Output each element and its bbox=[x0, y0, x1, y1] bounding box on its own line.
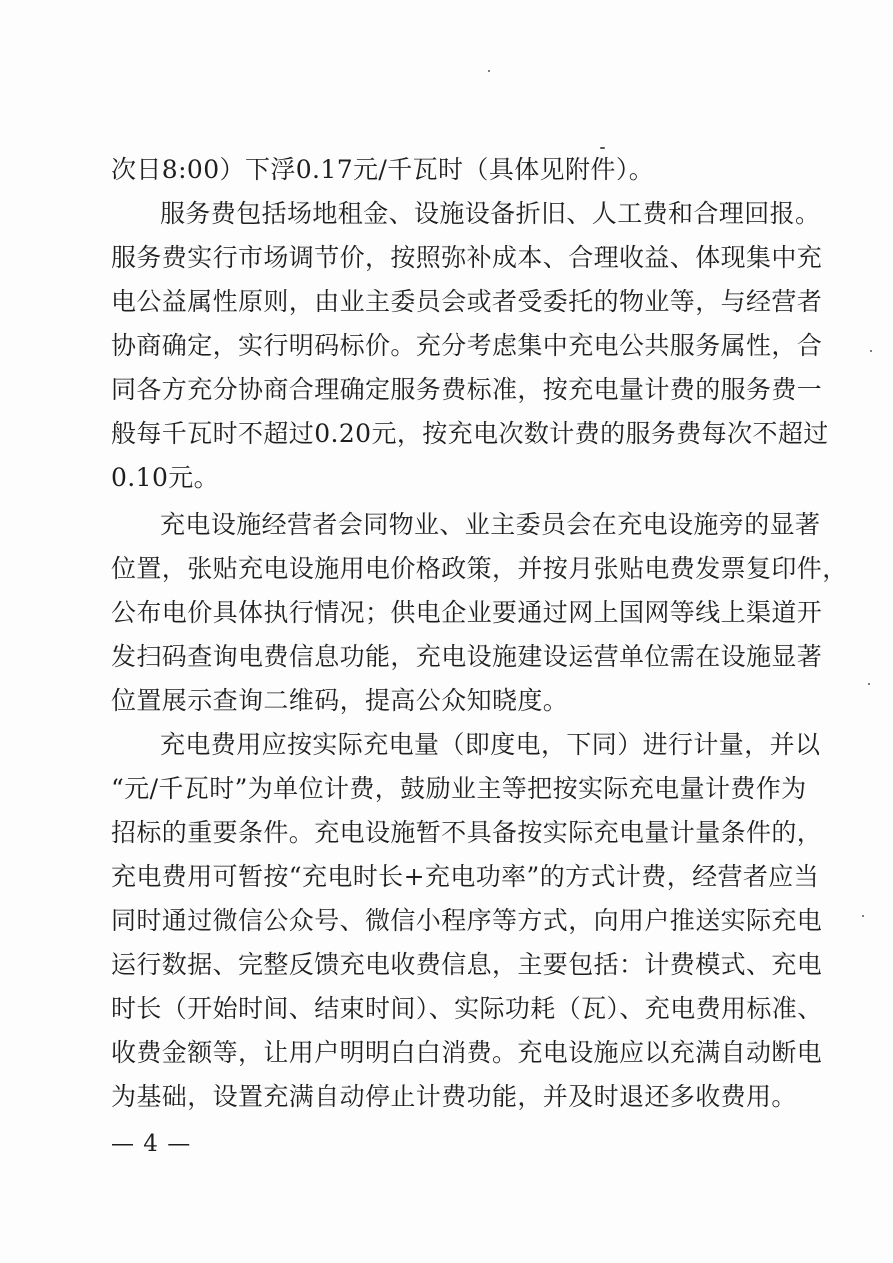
scan-speck bbox=[488, 70, 490, 72]
page-number: — 4 — bbox=[111, 1131, 192, 1157]
text-line: 充电费用可暂按“充电时长+充电功率”的方式计费，经营者应当 bbox=[111, 862, 820, 891]
text-line: 位置展示查询二维码，提高公众知晓度。 bbox=[111, 686, 569, 715]
text-line: 招标的重要条件。充电设施暂不具备按实际充电量计量条件的， bbox=[111, 818, 823, 847]
text-line: 充电费用应按实际充电量（即度电，下同）进行计量，并以 bbox=[160, 730, 821, 759]
text-line: 服务费实行市场调节价，按照弥补成本、合理收益、体现集中充 bbox=[111, 243, 823, 272]
text-line: 般每千瓦时不超过0.20元，按充电次数计费的服务费每次不超过 bbox=[111, 419, 829, 448]
text-line: 0.10元。 bbox=[111, 463, 220, 492]
text-line: 同各方充分协商合理确定服务费标准，按充电量计费的服务费一 bbox=[111, 375, 823, 404]
text-line: 位置，张贴充电设施用电价格政策，并按月张贴电费发票复印件， bbox=[111, 554, 848, 583]
text-line: “元/千瓦时”为单位计费，鼓励业主等把按实际充电量计费作为 bbox=[111, 774, 807, 803]
scan-speck bbox=[862, 915, 864, 917]
text-line: 电公益属性原则，由业主委员会或者受委托的物业等，与经营者 bbox=[111, 287, 823, 316]
text-line: 次日8:00）下浮0.17元/千瓦时（具体见附件）。 bbox=[111, 155, 655, 184]
text-line: 充电设施经营者会同物业、业主委员会在充电设施旁的显著 bbox=[160, 510, 821, 539]
text-line: 收费金额等，让用户明明白白消费。充电设施应以充满自动断电 bbox=[111, 1038, 823, 1067]
text-line: 运行数据、完整反馈充电收费信息，主要包括：计费模式、充电 bbox=[111, 950, 823, 979]
scan-speck bbox=[868, 683, 870, 685]
text-line: 同时通过微信公众号、微信小程序等方式，向用户推送实际充电 bbox=[111, 906, 823, 935]
text-line: 协商确定，实行明码标价。充分考虑集中充电公共服务属性，合 bbox=[111, 331, 823, 360]
text-line: 服务费包括场地租金、设施设备折旧、人工费和合理回报。 bbox=[160, 199, 821, 228]
text-line: 时长（开始时间、结束时间）、实际功耗（瓦）、充电费用标准、 bbox=[111, 994, 823, 1023]
text-line: 发扫码查询电费信息功能，充电设施建设运营单位需在设施显著 bbox=[111, 642, 823, 671]
scan-speck bbox=[870, 350, 872, 352]
text-line: 为基础，设置充满自动停止计费功能，并及时退还多收费用。 bbox=[111, 1082, 797, 1111]
text-line: 公布电价具体执行情况；供电企业要通过网上国网等线上渠道开 bbox=[111, 598, 823, 627]
